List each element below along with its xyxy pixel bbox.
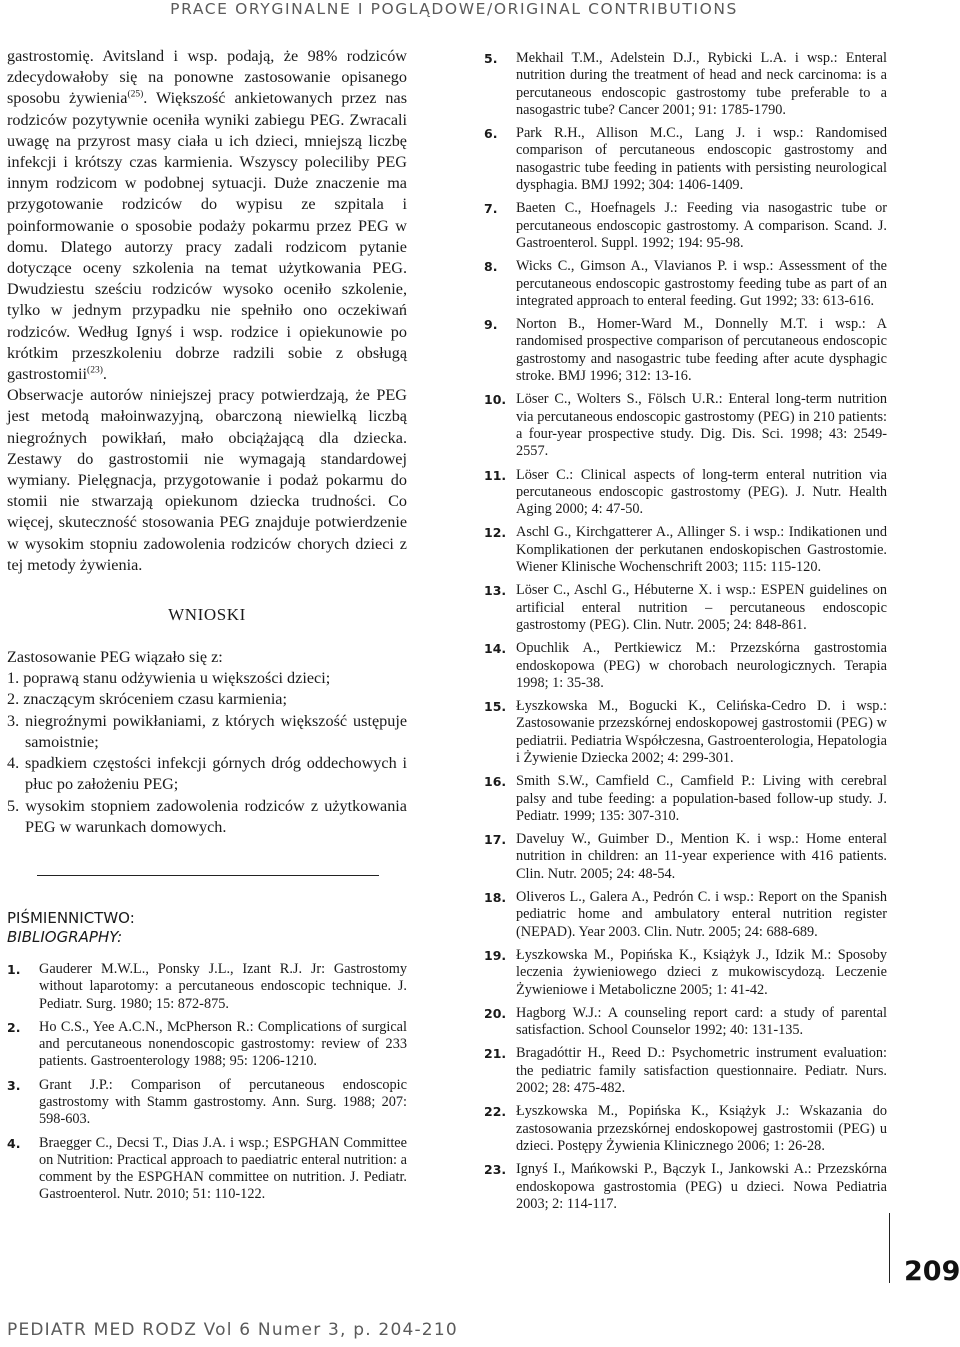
reference-item <box>484 125 887 194</box>
bibliography-heading: PIŚMIENNICTWO: <box>7 908 135 927</box>
reference-number: 9. <box>484 317 498 333</box>
reference-number: 3. <box>7 1077 21 1093</box>
discussion-paragraph-1 <box>7 46 407 385</box>
discussion-paragraph-2: Obserwacje autorów niniejszej pracy potwierdzają, że PEG jest metodą małoinwazyjną, obarczoną niewielką liczbą niegroźnych powikłań, mało obciążającą dla dziecka. Zestawy do gastrostomii nie wymagają standardowej wymiany. Pielęgnacja, przygotowanie i podaż pokarmu do stomii nie stwarzają opiekunom dziecka trudności. Co więcej, skuteczność stosowania PEG znajduje potwierdzenie w wysokim stopniu zadowolenia rodziców chorych dzieci z tej metody żywienia. <box>7 386 407 574</box>
reference-item <box>484 316 887 385</box>
reference-number: 20. <box>484 1005 507 1021</box>
reference-text: Löser C., Aschl G., Hébuterne X. i wsp.: ESPEN guidelines on artificial enteral nutrition – percutaneous endoscopic gastrostomy (PEG). Clin. Nutr. 2005; 24: 848-861. <box>516 582 887 633</box>
reference-item <box>484 1103 887 1155</box>
reference-number: 8. <box>484 259 498 275</box>
reference-text: Ho C.S., Yee A.C.N., McPherson R.: Complications of surgical and percutaneous nonendoscopic gastrostomy: review of 233 patients. Gastroenterology 1988; 95: 1206-1210. <box>39 1018 407 1070</box>
conclusions-heading: WNIOSKI <box>168 605 246 625</box>
reference-number: 16. <box>484 774 507 790</box>
reference-item <box>484 467 887 519</box>
reference-number: 6. <box>484 126 498 142</box>
reference-text: Park R.H., Allison M.C., Lang J. i wsp.: Randomised comparison of percutaneous endoscopic gastrostomy and nasogastric tube feeding in patients with persisting neurological dysphagia. BMJ 1992; 304: 1406-1409. <box>516 125 887 194</box>
section-divider <box>37 875 379 876</box>
reference-text: Hagborg W.J.: A counseling report card: a study of parental satisfaction. School Counselor 1992; 40: 131-135. <box>516 1004 887 1039</box>
conclusions-list <box>7 668 407 838</box>
reference-number: 23. <box>484 1162 507 1178</box>
reference-number: 4. <box>7 1135 21 1151</box>
paragraph-text: . <box>102 365 107 384</box>
reference-text: Smith S.W., Camfield C., Camfield P.: Living with cerebral palsy and tube feeding: a population-based follow-up study. J. Pediatr. 1999; 135: 307-310. <box>516 773 887 824</box>
right-column <box>484 50 887 1243</box>
conclusion-item: 1. poprawą stanu odżywienia u większości dzieci; <box>7 669 331 688</box>
reference-item <box>484 1161 887 1213</box>
left-column <box>7 46 407 1210</box>
reference-item <box>7 961 407 1013</box>
reference-number: 21. <box>484 1046 507 1062</box>
running-footer: PEDIATR MED RODZ Vol 6 Numer 3, p. 204-210 <box>7 1320 458 1340</box>
reference-number: 15. <box>484 699 507 715</box>
conclusion-item: 2. znaczącym skróceniem czasu karmienia; <box>7 690 287 709</box>
running-header: PRACE ORYGINALNE I POGLĄDOWE/ORIGINAL CONTRIBUTIONS <box>170 0 738 18</box>
conclusion-item: 3. niegroźnymi powikłaniami, z których większość ustępuje samoistnie; <box>7 711 407 751</box>
reference-item <box>7 1077 407 1129</box>
citation-superscript: (25) <box>127 90 144 101</box>
reference-text: Daveluy W., Guimber D., Mention K. i wsp.: Home enteral nutrition in children: an 11-year experience with 416 patients. Clin. Nutr. 2005; 24: 48-54. <box>516 831 887 882</box>
reference-text: Ignyś I., Mańkowski P., Bączyk I., Jankowski A.: Przezskórna endoskopowa gastrostomia (PEG) u dzieci. Nowa Pediatria 2003; 2: 114-117. <box>516 1161 887 1212</box>
page-number-divider <box>889 1213 890 1283</box>
reference-text: Löser C., Wolters S., Fölsch U.R.: Enteral long-term nutrition via percutaneous endoscopic gastrostomy (PEG) in 210 patients: a four-year prospective study. Dig. Dis. Sci. 1998; 43: 2549-2557. <box>516 391 887 460</box>
reference-number: 11. <box>484 467 507 483</box>
reference-item <box>484 1005 887 1040</box>
reference-text: Aschl G., Kirchgatterer A., Allinger S. i wsp.: Indikationen und Komplikationen der perkutanen endoskopischen Gastrostomie. Wiener Klinische Wochenschrift 2003; 115: 115-120. <box>516 524 887 576</box>
citation-superscript: (23) <box>87 365 103 376</box>
conclusion-item: 4. spadkiem częstości infekcji górnych dróg oddechowych i płuc po założeniu PEG; <box>7 754 407 794</box>
reference-number: 7. <box>484 201 498 217</box>
reference-item <box>484 391 887 460</box>
reference-item <box>484 200 887 252</box>
reference-item <box>484 773 887 825</box>
reference-number: 19. <box>484 947 507 963</box>
reference-item <box>484 1045 887 1097</box>
reference-item <box>484 831 887 883</box>
page-number: 209 <box>904 1256 960 1287</box>
reference-number: 17. <box>484 832 507 848</box>
reference-text: Löser C.: Clinical aspects of long-term enteral nutrition via percutaneous endoscopic gastrostomy (PEG). J. Nutr. Health Aging 2000; 4: 47-50. <box>516 466 887 518</box>
reference-text: Łyszkowska M., Bogucki K., Celińska-Cedro D. i wsp.: Zastosowanie przezskórnej endoskopowej gastrostomii (PEG) w pediatrii. Pediatria Współczesna, Gastroenterologia, Hepatologia i Żywienie Dziecka 2002; 4: 299-301. <box>516 698 887 766</box>
reference-text: Oliveros L., Galera A., Pedrón C. i wsp.: Report on the Spanish pediatric home and ambulatory enteral nutrition register (NEPAD). Year 2003. Clin. Nutr. 2005; 24: 688-689. <box>516 889 887 940</box>
reference-item <box>484 640 887 692</box>
conclusions-intro: Zastosowanie PEG wiązało się z: <box>7 648 223 667</box>
reference-number: 5. <box>484 51 498 66</box>
reference-number: 14. <box>484 641 507 657</box>
reference-item <box>484 582 887 634</box>
reference-item <box>484 50 887 119</box>
reference-text: Grant J.P.: Comparison of percutaneous endoscopic gastrostomy with Stamm gastrostomy. Ann. Surg. 1988; 207: 598-603. <box>39 1076 407 1128</box>
reference-number: 13. <box>484 583 507 599</box>
reference-number: 12. <box>484 525 507 541</box>
reference-item <box>7 1019 407 1071</box>
reference-text: Norton B., Homer-Ward M., Donnelly M.T. i wsp.: A randomised prospective comparison of percutaneous endoscopic gastrostomy and nasogastric tube feeding after acute dysphagic stroke. BMJ 1996; 312: 13-16. <box>516 316 887 385</box>
reference-text: Łyszkowska M., Popińska K., Książyk J.: Wskazania do zastosowania przezskórnej endoskopowej gastrostomii (PEG) u dzieci. Postępy Żywienia Klinicznego 2006; 1: 26-28. <box>516 1103 887 1154</box>
paragraph-text: . Większość ankietowanych przez nas rodziców pozytywnie oceniła wyniki zabiegu PEG. Zwracali uwagę na przyrost masy ciała u ich dzieci, mniejszą liczbę infekcji i krótszy czas karmienia. Wszyscy poleciliby PEG innym rodzicom w podobnej sytuacji. Duże znaczenie ma przygotowanie rodziców do wypisu ze szpitala i poinformowanie o sposobie podaży pokarmu przez PEG w domu. Dlatego autorzy pracy zadali rodzicom pytanie dotyczące oceny szkolenia na temat użytkowania PEG. Dwudziestu sześciu rodziców wysoko oceniło szkolenie, tylko w jednym przypadku nie spełniło ono oczekiwań rodziców. Według Ignyś i wsp. rodzice i opiekunowie po krótkim przeszkoleniu dobrze radzili sobie z obsługą gastrostomii <box>7 89 407 384</box>
reference-item <box>484 524 887 576</box>
conclusion-item: 5. wysokim stopniem zadowolenia rodziców z użytkowania PEG w warunkach domowych. <box>7 796 407 836</box>
reference-number: 2. <box>7 1019 21 1035</box>
reference-text: Gauderer M.W.L., Ponsky J.L., Izant R.J. Jr: Gastrostomy without laparotomy: a percutaneous endoscopic technique. J. Pediatr. Surg. 1980; 15: 872-875. <box>39 960 407 1012</box>
reference-text: Baeten C., Hoefnagels J.: Feeding via nasogastric tube or percutaneous endoscopic gastrostomy. A comparison. Scand. J. Gastroenterol. Suppl. 1992; 194: 95-98. <box>516 200 887 251</box>
reference-number: 18. <box>484 890 507 906</box>
reference-number: 1. <box>7 961 21 977</box>
reference-item <box>484 947 887 999</box>
reference-item <box>7 1135 407 1204</box>
reference-text: Mekhail T.M., Adelstein D.J., Rybicki L.A. i wsp.: Enteral nutrition during the treatment of head and neck carcinoma: is a percutaneous endoscopic gastrostomy tube preferable to a nasogastric tube? Cancer 2001; 91: 1785-1790. <box>516 50 887 118</box>
reference-number: 22. <box>484 1104 507 1120</box>
reference-text: Braegger C., Decsi T., Dias J.A. i wsp.; ESPGHAN Committee on Nutrition: Practical approach to paediatric enteral nutrition: a comment by the ESPGHAN committee on nutrition. J. Pediatr. Gastroenterol. Nutr. 2010; 51: 110-122. <box>39 1134 407 1203</box>
reference-item <box>484 889 887 941</box>
reference-number: 10. <box>484 392 507 408</box>
reference-item <box>484 698 887 767</box>
reference-text: Bragadóttir H., Reed D.: Psychometric instrument evaluation: the pediatric family satisfaction questionnaire. Pediatr. Nurs. 2002; 28: 475-482. <box>516 1045 887 1097</box>
reference-text: Opuchlik A., Pertkiewicz M.: Przezskórna gastrostomia endoskopowa (PEG) w chorobach neurologicznych. Terapia 1998; 1: 35-38. <box>516 640 887 691</box>
reference-text: Łyszkowska M., Popińska K., Książyk J., Idzik M.: Sposoby leczenia żywieniowego dzieci z mukowiscydozą. Leczenie Żywieniowe i Metaboliczne 2005; 1: 41-42. <box>516 946 887 998</box>
bibliography-subheading: BIBLIOGRAPHY: <box>7 927 123 946</box>
reference-item <box>484 258 887 310</box>
reference-text: Wicks C., Gimson A., Vlavianos P. i wsp.: Assessment of the percutaneous endoscopic gastrostomy feeding tube as part of an integrated approach to enteral feeding. Gut 1992; 33: 613-616. <box>516 258 887 309</box>
paragraph-text: gastrostomię. Avitsland i wsp. podają, że 98% rodziców zdecydowałoby się na ponowne zastosowanie opisanego sposobu żywienia <box>7 47 407 108</box>
